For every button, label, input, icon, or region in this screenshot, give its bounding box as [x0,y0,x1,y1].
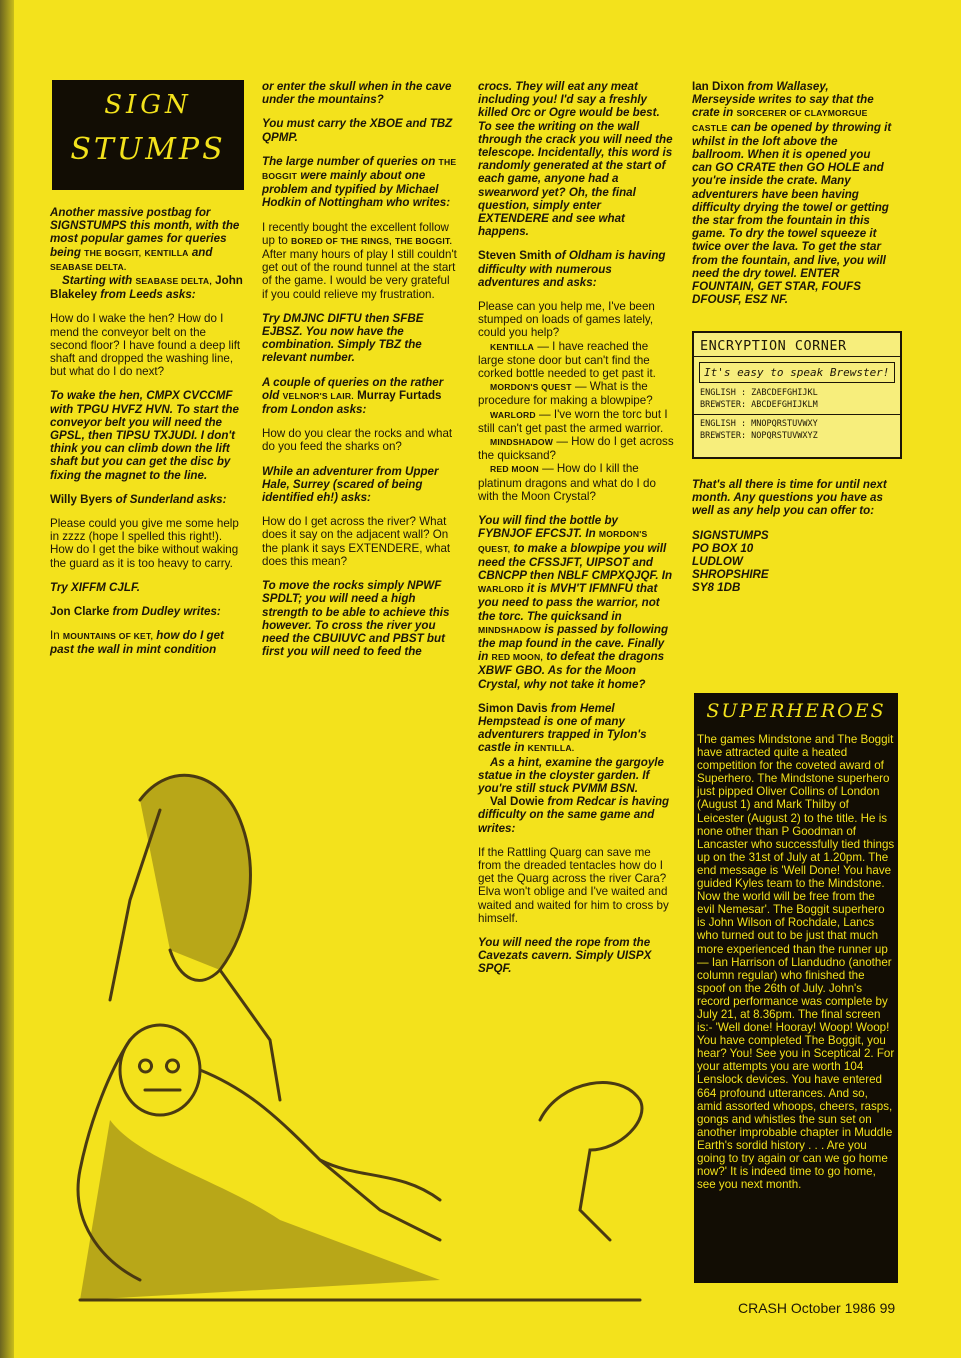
page-spine-shadow [0,0,14,1358]
logo-line-1: SIGN [104,90,192,120]
answer-text: You will need the rope from the Cavezats cavern. Simply UISPX SPQF. [478,935,652,976]
answer-text: Try DMJNC DIFTU then SFBE EJBSZ. You now have the combination. Simply TBZ the relevant number. [262,311,424,365]
logo-line-2: STUMPS [70,132,226,167]
question-text: In MOUNTAINS OF KET, how do I get past the wall in mint condition [50,629,224,657]
intro-paragraph: Another massive postbag for SIGNSTUMPS this month, with the most popular games for queries being THE BOGGIT, KENTILLA and SEABASE DELTA. Starting with SEABASE DELTA, John Blakeley from Leeds asks: [50,206,243,302]
address-line: SY8 1DB [692,581,741,595]
reader-intro: Ian Dixon from Wallasey, Merseyside writes to say that the crate in SORCERER OF CLAYMORGUE CASTLE can be opened by throwing it whilst in the loft above the ballroom. When it is opened you can GO CRATE then GO HOLE and you're inside the crate. Many adventurers have been having difficulty drying the towel or getting the star from the fountain in this game. To dry the towel squeeze it twice over the lava. To get the star from the fountain, and live, you will need the dry towel. ENTER FOUNTAIN, GET STAR, FOUFS DFOUSF, ESZ NF. [692,80,892,307]
cipher-row: BREWSTER: ABCDEFGHIJKLM [700,400,818,410]
answer-text: As a hint, examine the gargoyle statue in the cloyster garden. If you're still stuck PVMM BSN. [478,755,664,795]
question-item: KENTILLA — I have reached the large stone door but can't find the corked bottle needed to get past it. [478,339,656,381]
answer-continuation: crocs. They will eat any meat including you! I'd say a freshly killed Orc or Ogre would be best. To see the writing on the wall through the crack you will need the telescope. Incidentally, this word is randomly generated at the start of each game, anyone had a swearword yet? Oh, the final question, simply enter EXTENDERE and see what happens. [478,80,673,239]
question-text: Please could you give me some help in zzzz (hope I spelled this right!). How do I get the bike without waking the guard as it is too heavy to carry. [50,517,239,570]
question-text: How do I wake the hen? How do I mend the conveyor belt on the second floor? I have found a deep lift shaft and dropped the washing line, but what do I do next? [50,312,241,379]
reader-intro: Val Dowie from Redcar is having difficulty on the same game and writes: [478,795,670,835]
question-item: RED MOON — How do I kill the platinum dragons and what do I do with the Moon Crystal? [478,462,656,503]
column-4 [692,80,892,317]
answer-text: To wake the hen, CMPX CVCCMF with TPGU HVFZ HVN. To start the conveyor belt you will need the GPSL, then TIPSU TXJUDI. I don't think you can climb down the lift shaft but you can get the disc by fixing the magnet to the line. [50,389,239,482]
question-text: I recently bought the excellent follow up to BORED OF THE RINGS, THE BOGGIT. After many hours of play I still couldn't get out of the round tunnel at the start of the game. I would be very grateful if you could relieve my frustration. [262,220,457,301]
address-line: PO BOX 10 [692,541,754,555]
question-text: How do I get across the river? What does it say on the adjacent wall? On the plank it says EXTENDERE, what does this mean? [262,515,451,568]
column-4-outro [692,478,892,595]
column-2 [262,80,458,669]
question-item: MORDON'S QUEST — What is the procedure for making a blowpipe? [478,380,653,408]
answer-text: Try XIFFM CJLF. [50,580,140,594]
answer-text: To move the rocks simply NPWF SPDLT; you will need a high strength to be able to achieve this however. To cross the river you need the CBUIUVC and PBST but first you will need to feed the [262,579,450,659]
encryption-title: ENCRYPTION CORNER [694,333,900,357]
page-footer: CRASH October 1986 99 [738,1300,896,1316]
cipher-row: ENGLISH : ZABCDEFGHIJKL [700,388,818,398]
divider [694,414,900,415]
reader-intro: Steven Smith of Oldham is having difficulty with numerous adventures and asks: [478,249,666,289]
question-item: MINDSHADOW — How do I get across the quicksand? [478,435,674,463]
encryption-corner-box [692,331,902,459]
reader-intro: A couple of queries on the rather old VELNOR'S LAIR. Murray Furtads from London asks: [262,375,444,417]
answer-text: You will find the bottle by FYBNJOF EFCSJT. In MORDON'S QUEST, to make a blowpipe you will need the CFSSJFT, UIPSOT and CBNCPP then NBLF CMPXQJQF. In WARLORD it is MVH'T IFMNFU that you need to pass the warrior, not the torc. The quicksand in MINDSHADOW is passed by following the map found in the cave. Finally in RED MOON, to defeat the dragons XBWF GBO. As for the Moon Crystal, why not take it home? [478,514,673,691]
reader-intro: The large number of queries on THE BOGGIT were mainly about one problem and typified by Michael Hodkin of Nottingham who writes: [262,154,457,210]
cipher-row: BREWSTER: NOPQRSTUVWXYZ [700,431,818,441]
answer-text: You must carry the XBOE and TBZ QPMP. [262,117,453,144]
question-text: Please can you help me, I've been stumped on loads of games lately, could you help? [478,300,655,340]
superheroes-heading: SUPERHEROES [694,693,898,729]
address-line: SIGNSTUMPS [692,528,769,542]
superheroes-panel [694,729,898,1283]
reader-intro: Jon Clarke from Dudley writes: [50,605,221,619]
address-line: LUDLOW [692,555,743,569]
cipher-row: ENGLISH : MNOPQRSTUVWXY [700,419,818,429]
outro-text: That's all there is time for until next month. Any questions you have as well as any help you can offer to: [692,478,887,518]
reader-intro: While an adventurer from Upper Hale, Surrey (scared of being identified eh!) asks: [262,464,439,505]
signstumps-logo [52,80,244,190]
column-1 [50,206,246,668]
vulture-skeleton-illustration [20,740,670,1340]
question-continuation: or enter the skull when in the cave under the mountains? [262,80,452,107]
question-text: If the Rattling Quarg can save me from the dreaded tentacles how do I get the Quarg across the river Cara? Elva won't oblige and I've waited and waited and waited for him to cross by himself. [478,845,669,925]
encryption-subtitle: It's easy to speak Brewster! [699,362,895,383]
question-text: How do you clear the rocks and what do you feed the sharks on? [262,427,453,454]
reader-intro: Simon Davis from Hemel Hempstead is one of many adventurers trapped in Tylon's castle in KENTILLA. [478,701,647,755]
reader-intro: Willy Byers of Sunderland asks: [50,492,227,506]
superheroes-text: The games Mindstone and The Boggit have attracted quite a heated competition for the coveted award of Superhero. The Mindstone superhero just pipped Oliver Collins of London (August 1) and Mark Thilby of Leicester (August 2) to the title. He is none other than P Goodman of Lancaster who successfully tied things up on the 31st of July at 1.20pm. The end message is 'Well Done! You have guided Kyles team to the Mindstone. Now the world will be free from the evil Nemesar'. The Boggit superhero is John Wilson of Rochdale, Lancs who turned out to be just that much more experienced than the runner up — Ian Harrison of Llandudno (another column regular) who finished the spoof on the 26th of July. John's record performance was complete by July 21, at 8.36pm. The final screen is:- 'Well done! Hooray! Woop! Woop! You have completed The Boggit, you hear? You! See you in Sceptical 2. For your attempts you are worth 104 Lenslock devices. You have entered 664 profound utterances. And so, amid assorted whoops, cheers, rasps, gongs and whistles the sun set on another improbable chapter in Muddle Earth's sordid history . . . Are you going to try again or can we go home now?' It is indeed time to go home, see you next month. [697,733,895,1192]
question-item: WARLORD — I've worn the torc but I still can't get past the armed warrior. [478,407,668,435]
address-line: SHROPSHIRE [692,568,769,582]
